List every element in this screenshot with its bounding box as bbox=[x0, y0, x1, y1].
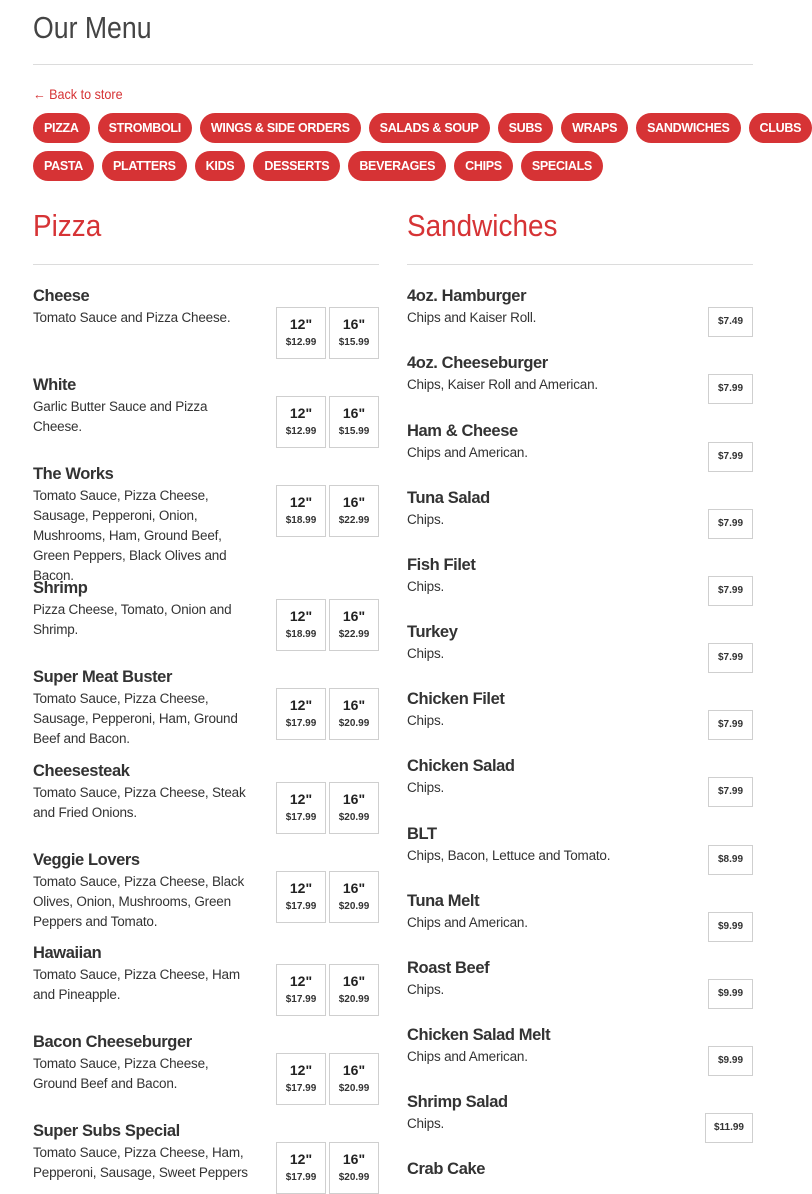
item-name: The Works bbox=[33, 465, 114, 483]
price-label: $20.99 bbox=[338, 718, 370, 729]
price-option-small[interactable] bbox=[276, 871, 326, 923]
price-option-small[interactable] bbox=[276, 396, 326, 448]
price-options bbox=[276, 1053, 379, 1105]
menu-item bbox=[407, 689, 753, 731]
item-name: Chicken Filet bbox=[407, 690, 505, 708]
title-divider bbox=[33, 64, 753, 65]
size-label: 16" bbox=[342, 791, 366, 807]
size-label: 12" bbox=[289, 1151, 313, 1167]
price-options bbox=[276, 1142, 379, 1194]
category-pill-specials[interactable]: SPECIALS bbox=[521, 151, 603, 181]
size-label: 16" bbox=[342, 973, 366, 989]
price-option[interactable]: $7.99 bbox=[708, 710, 753, 740]
item-name: Veggie Lovers bbox=[33, 851, 140, 869]
price-label: $20.99 bbox=[338, 1083, 370, 1094]
size-label: 16" bbox=[342, 880, 366, 896]
menu-item bbox=[33, 578, 379, 640]
menu-item bbox=[407, 824, 753, 866]
item-name: Fish Filet bbox=[407, 556, 476, 574]
item-name: Ham & Cheese bbox=[407, 422, 518, 440]
price-option[interactable]: $9.99 bbox=[708, 979, 753, 1009]
category-pill-kids[interactable]: KIDS bbox=[195, 151, 246, 181]
size-label: 16" bbox=[342, 697, 366, 713]
price-option-small[interactable] bbox=[276, 1142, 326, 1194]
category-pill-desserts[interactable]: DESSERTS bbox=[253, 151, 340, 181]
category-pill-wraps[interactable]: WRAPS bbox=[561, 113, 628, 143]
price-label: $17.99 bbox=[285, 718, 317, 729]
size-label: 12" bbox=[289, 494, 313, 510]
price-label: $17.99 bbox=[285, 1083, 317, 1094]
price-label: $17.99 bbox=[285, 994, 317, 1005]
size-label: 12" bbox=[289, 880, 313, 896]
price-label: $22.99 bbox=[338, 515, 370, 526]
price-label: $17.99 bbox=[285, 812, 317, 823]
category-nav-row-2 bbox=[33, 151, 603, 181]
price-option-large[interactable] bbox=[329, 688, 379, 740]
price-label: $17.99 bbox=[285, 1172, 317, 1183]
item-name: Hawaiian bbox=[33, 944, 102, 962]
item-description: Pizza Cheese, Tomato, Onion and Shrimp. bbox=[33, 602, 232, 637]
item-name: BLT bbox=[407, 825, 437, 843]
price-options bbox=[276, 782, 379, 834]
item-name: Bacon Cheeseburger bbox=[33, 1033, 192, 1051]
size-label: 12" bbox=[289, 791, 313, 807]
price-option-small[interactable] bbox=[276, 964, 326, 1016]
item-name: Super Meat Buster bbox=[33, 668, 172, 686]
size-label: 16" bbox=[342, 1062, 366, 1078]
menu-item bbox=[33, 1121, 379, 1183]
item-description: Chips. bbox=[407, 512, 445, 527]
size-label: 16" bbox=[342, 316, 366, 332]
price-label: $12.99 bbox=[285, 426, 317, 437]
item-description: Tomato Sauce, Pizza Cheese, Ham and Pineapple. bbox=[33, 967, 240, 1002]
item-description: Chips, Kaiser Roll and American. bbox=[407, 377, 598, 392]
price-option[interactable]: $7.99 bbox=[708, 374, 753, 404]
item-description: Chips. bbox=[407, 780, 445, 795]
size-label: 16" bbox=[342, 608, 366, 624]
price-option-large[interactable] bbox=[329, 1142, 379, 1194]
size-label: 16" bbox=[342, 494, 366, 510]
price-label: $15.99 bbox=[338, 426, 370, 437]
price-option-large[interactable] bbox=[329, 599, 379, 651]
price-option-small[interactable] bbox=[276, 782, 326, 834]
menu-item bbox=[407, 353, 753, 395]
category-pill-subs[interactable]: SUBS bbox=[498, 113, 554, 143]
price-option-small[interactable] bbox=[276, 688, 326, 740]
item-name: 4oz. Hamburger bbox=[407, 287, 527, 305]
price-options bbox=[276, 599, 379, 651]
price-label: $20.99 bbox=[338, 994, 370, 1005]
item-name: Chicken Salad Melt bbox=[407, 1026, 551, 1044]
item-name: Tuna Salad bbox=[407, 489, 490, 507]
price-option-large[interactable] bbox=[329, 396, 379, 448]
price-options bbox=[276, 396, 379, 448]
category-pill-chips[interactable]: CHIPS bbox=[454, 151, 513, 181]
price-option-small[interactable] bbox=[276, 307, 326, 359]
item-description: Chips. bbox=[407, 1116, 445, 1131]
price-option-large[interactable] bbox=[329, 485, 379, 537]
section-title-sandwiches: Sandwiches bbox=[407, 208, 558, 243]
item-description: Chips. bbox=[407, 579, 445, 594]
back-to-store-link[interactable]: ← Back to store bbox=[33, 86, 123, 102]
menu-item bbox=[407, 1092, 753, 1134]
section-divider bbox=[33, 264, 379, 265]
price-options bbox=[276, 688, 379, 740]
price-option-small[interactable] bbox=[276, 485, 326, 537]
item-description: Chips. bbox=[407, 713, 445, 728]
price-label: $20.99 bbox=[338, 1172, 370, 1183]
size-label: 16" bbox=[342, 405, 366, 421]
category-pill-clubs[interactable]: CLUBS bbox=[749, 113, 812, 143]
menu-item bbox=[33, 761, 379, 823]
size-label: 16" bbox=[342, 1151, 366, 1167]
price-option[interactable]: $8.99 bbox=[708, 845, 753, 875]
item-description: Tomato Sauce, Pizza Cheese, Sausage, Pepperoni, Ham, Ground Beef and Bacon. bbox=[33, 691, 238, 746]
price-label: $20.99 bbox=[338, 812, 370, 823]
item-name: Turkey bbox=[407, 623, 458, 641]
menu-item bbox=[407, 421, 753, 463]
item-description: Tomato Sauce, Pizza Cheese, Sausage, Pepperoni, Onion, Mushrooms, Ham, Ground Beef, Green Peppers, Black Olives and Bacon. bbox=[33, 488, 227, 583]
category-pill-sandwiches[interactable]: SANDWICHES bbox=[636, 113, 740, 143]
price-label: $17.99 bbox=[285, 901, 317, 912]
item-name: Roast Beef bbox=[407, 959, 490, 977]
category-pill-stromboli[interactable]: STROMBOLI bbox=[98, 113, 192, 143]
item-description: Tomato Sauce, Pizza Cheese, Ham, Pepperoni, Sausage, Sweet Peppers bbox=[33, 1145, 248, 1180]
price-option-large[interactable] bbox=[329, 307, 379, 359]
menu-item bbox=[33, 375, 379, 437]
price-option[interactable]: $11.99 bbox=[705, 1113, 753, 1143]
price-options bbox=[276, 871, 379, 923]
price-option-small[interactable] bbox=[276, 1053, 326, 1105]
category-pill-pasta[interactable]: PASTA bbox=[33, 151, 94, 181]
item-description: Tomato Sauce, Pizza Cheese, Ground Beef and Bacon. bbox=[33, 1056, 209, 1091]
price-label: $18.99 bbox=[285, 515, 317, 526]
item-description: Chips and American. bbox=[407, 915, 528, 930]
price-option[interactable]: $7.99 bbox=[708, 576, 753, 606]
category-pill-beverages[interactable]: BEVERAGES bbox=[348, 151, 446, 181]
price-label: $15.99 bbox=[338, 337, 370, 348]
menu-item bbox=[33, 1032, 379, 1094]
menu-item bbox=[33, 667, 379, 749]
size-label: 12" bbox=[289, 316, 313, 332]
price-option-large[interactable] bbox=[329, 1053, 379, 1105]
price-label: $18.99 bbox=[285, 629, 317, 640]
item-description: Tomato Sauce, Pizza Cheese, Steak and Fried Onions. bbox=[33, 785, 246, 820]
menu-item bbox=[407, 286, 753, 328]
price-option[interactable]: $7.99 bbox=[708, 643, 753, 673]
menu-item bbox=[407, 1025, 753, 1067]
item-description: Chips and American. bbox=[407, 445, 528, 460]
price-option[interactable]: $7.99 bbox=[708, 509, 753, 539]
menu-item bbox=[407, 756, 753, 798]
price-label: $20.99 bbox=[338, 901, 370, 912]
menu-item bbox=[33, 943, 379, 1005]
item-description: Tomato Sauce, Pizza Cheese, Black Olives, Onion, Mushrooms, Green Peppers and Tomato. bbox=[33, 874, 245, 929]
price-options bbox=[276, 964, 379, 1016]
price-option-large[interactable] bbox=[329, 782, 379, 834]
item-name: Cheese bbox=[33, 287, 90, 305]
item-name: Tuna Melt bbox=[407, 892, 480, 910]
size-label: 12" bbox=[289, 608, 313, 624]
item-description: Chips. bbox=[407, 982, 445, 997]
item-name: White bbox=[33, 376, 76, 394]
size-label: 12" bbox=[289, 405, 313, 421]
item-description: Chips. bbox=[407, 646, 445, 661]
price-label: $12.99 bbox=[285, 337, 317, 348]
item-name: Cheesesteak bbox=[33, 762, 130, 780]
price-option[interactable]: $9.99 bbox=[708, 912, 753, 942]
category-pill-pizza[interactable]: PIZZA bbox=[33, 113, 90, 143]
menu-item bbox=[33, 850, 379, 932]
category-nav-row-1 bbox=[33, 113, 812, 143]
price-option-large[interactable] bbox=[329, 871, 379, 923]
item-description: Chips, Bacon, Lettuce and Tomato. bbox=[407, 848, 611, 863]
menu-item bbox=[33, 286, 379, 348]
size-label: 12" bbox=[289, 973, 313, 989]
menu-item bbox=[407, 488, 753, 530]
page-title: Our Menu bbox=[33, 10, 152, 45]
item-description: Chips and Kaiser Roll. bbox=[407, 310, 537, 325]
menu-item bbox=[407, 958, 753, 1000]
item-name: Shrimp Salad bbox=[407, 1093, 508, 1111]
price-option[interactable]: $7.99 bbox=[708, 777, 753, 807]
price-options bbox=[276, 307, 379, 359]
item-description: Garlic Butter Sauce and Pizza Cheese. bbox=[33, 399, 208, 434]
item-description: Tomato Sauce and Pizza Cheese. bbox=[33, 310, 231, 325]
price-options bbox=[276, 485, 379, 537]
price-option[interactable]: $9.99 bbox=[708, 1046, 753, 1076]
item-name: Shrimp bbox=[33, 579, 88, 597]
item-description: Chips and American. bbox=[407, 1049, 528, 1064]
section-title-pizza: Pizza bbox=[33, 208, 102, 243]
menu-item bbox=[407, 1159, 753, 1179]
price-option[interactable]: $7.99 bbox=[708, 442, 753, 472]
menu-item bbox=[407, 555, 753, 597]
price-option-large[interactable] bbox=[329, 964, 379, 1016]
item-name: 4oz. Cheeseburger bbox=[407, 354, 548, 372]
menu-item bbox=[407, 891, 753, 933]
price-option-small[interactable] bbox=[276, 599, 326, 651]
size-label: 12" bbox=[289, 697, 313, 713]
section-divider bbox=[407, 264, 753, 265]
category-pill-wings-side-orders[interactable]: WINGS & SIDE ORDERS bbox=[200, 113, 361, 143]
price-label: $22.99 bbox=[338, 629, 370, 640]
menu-item bbox=[407, 622, 753, 664]
item-name: Crab Cake bbox=[407, 1160, 486, 1178]
menu-item bbox=[33, 464, 379, 586]
item-name: Chicken Salad bbox=[407, 757, 515, 775]
category-pill-salads-soup[interactable]: SALADS & SOUP bbox=[369, 113, 490, 143]
size-label: 12" bbox=[289, 1062, 313, 1078]
item-name: Super Subs Special bbox=[33, 1122, 180, 1140]
category-pill-platters[interactable]: PLATTERS bbox=[102, 151, 187, 181]
price-option[interactable]: $7.49 bbox=[708, 307, 753, 337]
